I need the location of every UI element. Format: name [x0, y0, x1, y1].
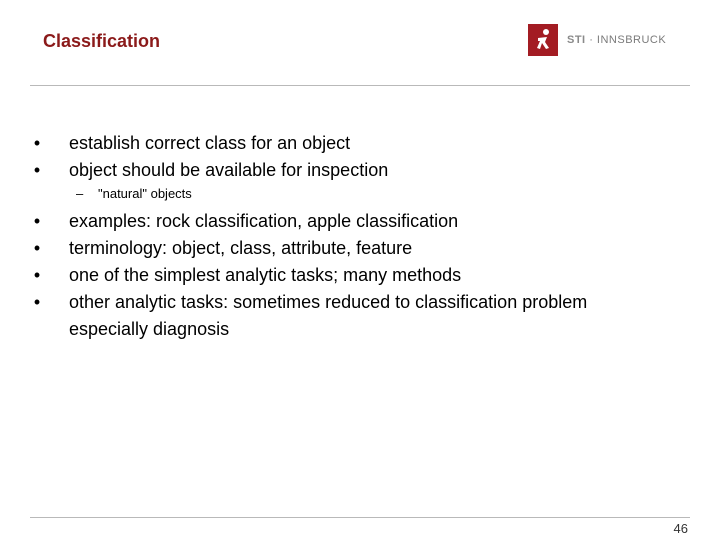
logo-brand: STI [567, 34, 586, 46]
bullet-item [30, 262, 690, 289]
page-number: 46 [673, 521, 688, 536]
bullet-item [30, 157, 690, 184]
bullet-list [30, 130, 690, 343]
bullet-glyph: • [33, 160, 41, 180]
logo-text [567, 34, 666, 46]
sub-bullet-text: "natural" objects [98, 186, 192, 201]
slide-title: Classification [43, 31, 161, 51]
continuation-text: especially diagnosis [69, 319, 230, 339]
bullet-text: establish correct class for an object [69, 133, 351, 153]
bullet-glyph: • [33, 238, 41, 258]
bullet-text: other analytic tasks: sometimes reduced to classification problem [69, 292, 588, 312]
bullet-text: one of the simplest analytic tasks; many methods [69, 265, 462, 285]
bullet-item [30, 130, 690, 157]
sub-bullet-dash: – [76, 186, 84, 201]
footer-divider [30, 517, 690, 518]
bullet-glyph: • [33, 265, 41, 285]
bullet-text: terminology: object, class, attribute, feature [69, 238, 413, 258]
bullet-item [30, 208, 690, 235]
logo-location: INNSBRUCK [596, 34, 667, 46]
bullet-text: examples: rock classification, apple classification [69, 211, 459, 231]
sti-logo [528, 24, 666, 56]
logo-separator: · [589, 34, 594, 46]
bullet-glyph: • [33, 211, 41, 231]
bullet-glyph: • [33, 292, 41, 312]
header-divider [30, 85, 690, 86]
bullet-item [30, 235, 690, 262]
bullet-text: object should be available for inspection [69, 160, 389, 180]
bullet-glyph: • [33, 133, 41, 153]
bullet-continuation [30, 316, 690, 343]
sub-bullet-item [30, 185, 690, 203]
sti-running-figure-icon [528, 24, 558, 56]
bullet-item [30, 289, 690, 316]
